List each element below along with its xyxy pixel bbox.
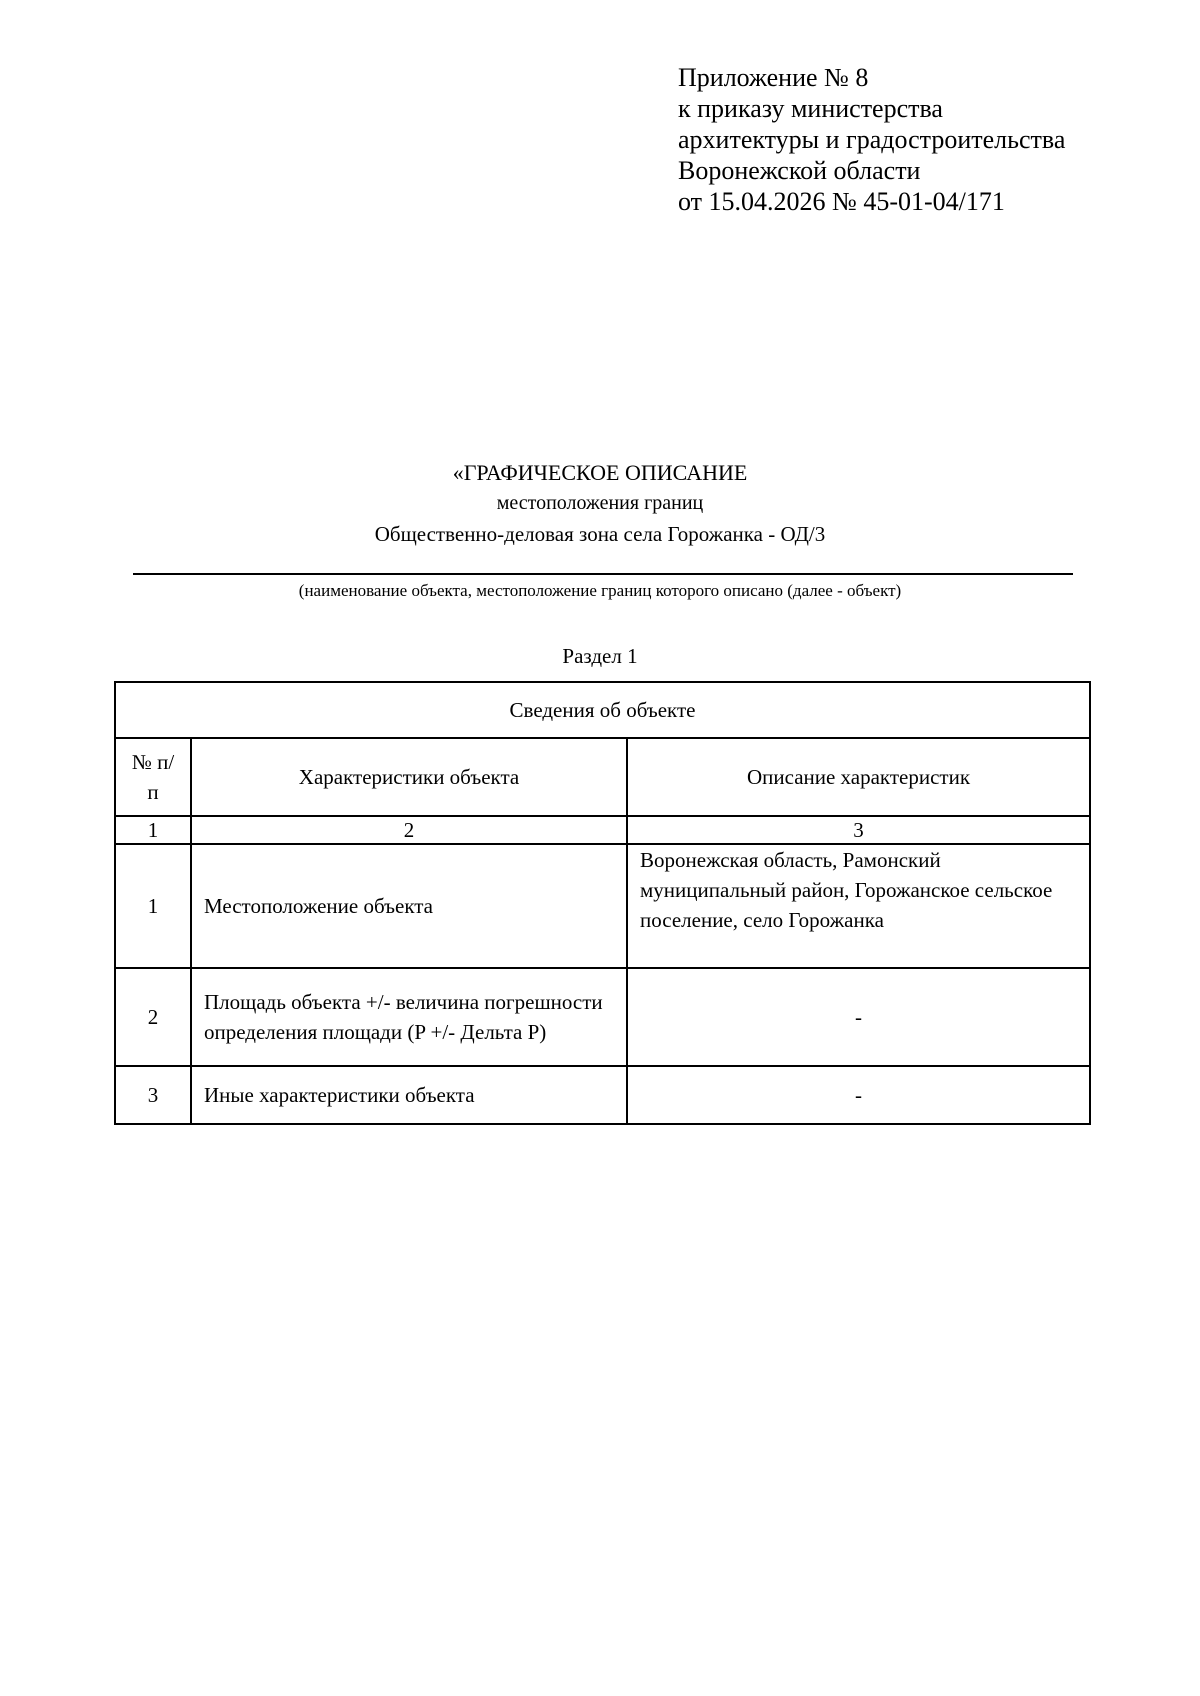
column-number: 1 (115, 816, 191, 844)
row-characteristic: Местоположение объекта (191, 844, 627, 968)
table-caption-row (115, 682, 1090, 738)
appendix-header (678, 62, 1065, 217)
column-number: 3 (627, 816, 1090, 844)
row-characteristic: Площадь объекта +/- величина погрешности определения площади (P +/- Дельта P) (191, 968, 627, 1066)
object-name: Общественно-деловая зона села Горожанка - ОД/3 (374, 522, 826, 546)
row-description: - (627, 1066, 1090, 1124)
appendix-line: архитектуры и градостроительства (678, 125, 1066, 154)
table-row (115, 968, 1090, 1066)
title-sub: местоположения границ (496, 492, 704, 514)
column-numbers-row (115, 816, 1090, 844)
object-name-underline (133, 573, 1073, 575)
row-num: 3 (115, 1066, 191, 1124)
appendix-line: Воронежской области (678, 156, 921, 185)
object-info-table (114, 681, 1091, 1125)
header-characteristic: Характеристики объекта (191, 738, 627, 816)
underline-caption: (наименование объекта, местоположение границ которого описано (далее - объект) (298, 581, 902, 600)
row-description: - (627, 968, 1090, 1066)
table-header-row (115, 738, 1090, 816)
appendix-line: к приказу министерства (678, 94, 943, 123)
table-caption: Сведения об объекте (115, 682, 1090, 738)
header-num: № п/п (115, 738, 191, 816)
column-number: 2 (191, 816, 627, 844)
appendix-line: Приложение № 8 (678, 63, 869, 92)
table-row (115, 1066, 1090, 1124)
row-description: Воронежская область, Рамонский муниципальный район, Горожанское сельское поселение, село Горожанка (627, 844, 1090, 968)
row-characteristic: Иные характеристики объекта (191, 1066, 627, 1124)
row-num: 1 (115, 844, 191, 968)
table-row (115, 844, 1090, 968)
title-main: «ГРАФИЧЕСКОЕ ОПИСАНИЕ (452, 460, 748, 485)
header-description: Описание характеристик (627, 738, 1090, 816)
appendix-line: от 15.04.2026 № 45-01-04/171 (678, 187, 1005, 216)
section-label: Раздел 1 (562, 644, 638, 668)
document-title (0, 458, 1200, 550)
row-num: 2 (115, 968, 191, 1066)
